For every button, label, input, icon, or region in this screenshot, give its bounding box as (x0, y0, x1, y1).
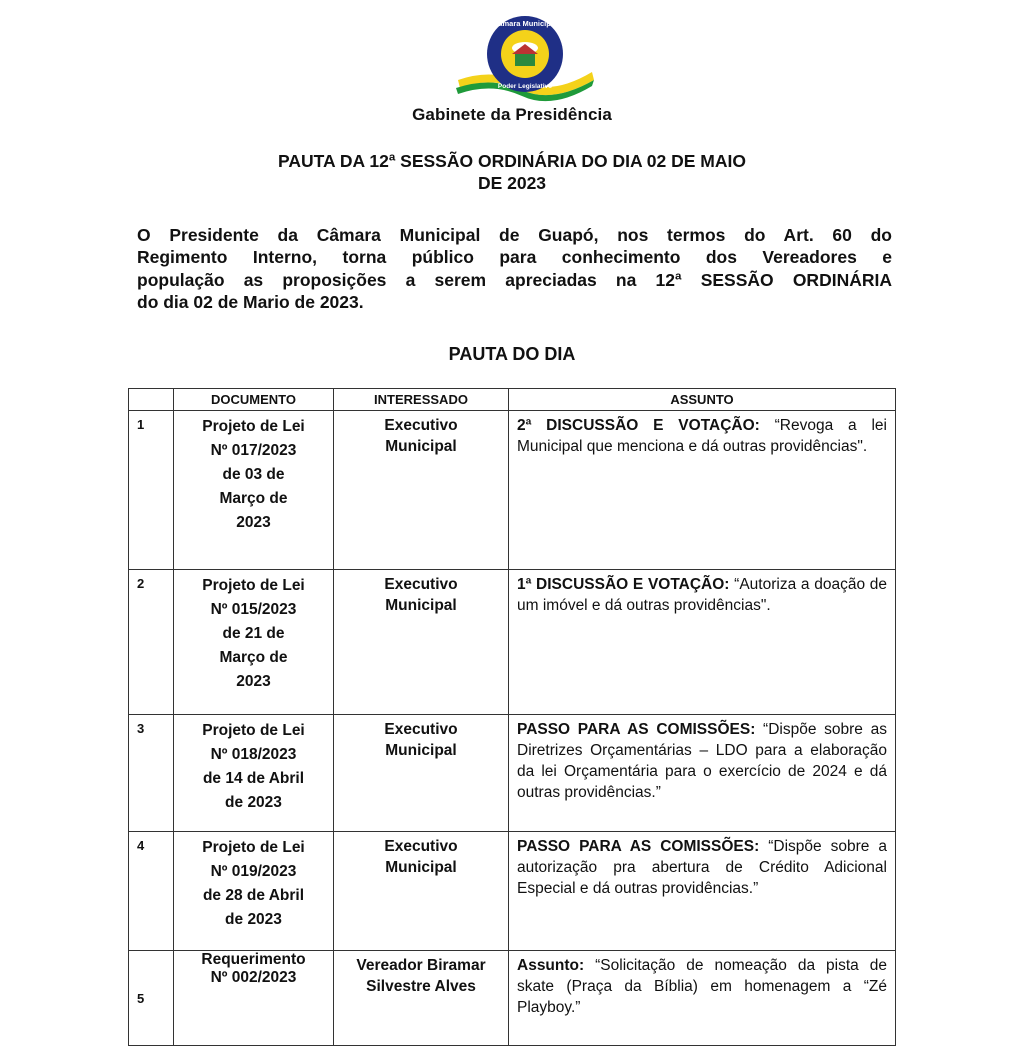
agenda-title-line2: DE 2023 (477, 173, 547, 193)
intro-line4: do dia 02 de Mario de 2023. (137, 291, 364, 312)
assunto-lead: Assunto: (517, 957, 585, 974)
agenda-title (180, 150, 844, 194)
agenda-table (128, 388, 896, 1046)
doc-line: de 03 de (222, 466, 285, 483)
assunto-lead: 2ª DISCUSSÃO E VOTAÇÃO: (517, 417, 760, 434)
assunto-lead: 1ª DISCUSSÃO E VOTAÇÃO: (517, 576, 730, 593)
header-documento: DOCUMENTO (174, 389, 334, 411)
row-number: 1 (129, 411, 174, 570)
intro-line3: população as proposições a serem apreciadas na 12ª SESSÃO ORDINÁRIA (137, 269, 892, 290)
int-line: Municipal (385, 742, 457, 759)
table-row (129, 411, 896, 570)
row-assunto (509, 951, 896, 1046)
doc-line: de 14 de Abril (202, 770, 305, 787)
row-number: 2 (129, 570, 174, 715)
assunto-text: “Autoriza a doação de um imóvel e dá outras providências". (517, 576, 888, 614)
logo-text-bottom: Poder Legislativo (497, 83, 553, 90)
int-line: Executivo (384, 721, 458, 738)
doc-line: Março de (219, 649, 288, 666)
row-documento (174, 951, 334, 1046)
table-row (129, 715, 896, 832)
int-line: Executivo (384, 838, 458, 855)
row-assunto (509, 832, 896, 951)
assunto-lead: PASSO PARA AS COMISSÕES: (517, 838, 760, 855)
row-interessado (334, 411, 509, 570)
section-title: PAUTA DO DIA (448, 344, 576, 364)
row-interessado (334, 832, 509, 951)
int-line: Municipal (385, 438, 457, 455)
intro-paragraph (137, 224, 892, 313)
header-assunto: ASSUNTO (509, 389, 896, 411)
camara-municipal-logo (452, 10, 598, 106)
doc-line: Nº 019/2023 (210, 863, 297, 880)
doc-line: de 2023 (225, 911, 282, 928)
doc-line: Nº 015/2023 (210, 601, 297, 618)
doc-line: Projeto de Lei (202, 577, 305, 594)
row-number: 4 (129, 832, 174, 951)
assunto-text: “Revoga a lei Municipal que menciona e dá outras providências". (517, 417, 888, 455)
row-interessado (334, 570, 509, 715)
row-documento (174, 411, 334, 570)
int-line: Executivo (384, 576, 458, 593)
assunto-text: “Solicitação de nomeação da pista de skate (Praça da Bíblia) em homenagem a “Zé Playboy.” (517, 957, 887, 1016)
doc-line: Projeto de Lei (202, 418, 305, 435)
office-title: Gabinete da Presidência (412, 105, 612, 124)
int-line: Municipal (385, 597, 457, 614)
table-header-row (129, 389, 896, 411)
intro-line1: O Presidente da Câmara Municipal de Guapó, nos termos do Art. 60 do (137, 225, 892, 245)
int-line: Municipal (385, 859, 457, 876)
doc-line: Março de (219, 490, 288, 507)
row-interessado (334, 951, 509, 1046)
table-row (129, 951, 896, 1046)
row-documento (174, 715, 334, 832)
doc-line: Requerimento (201, 951, 306, 968)
intro-line2: Regimento Interno, torna público para conhecimento dos Vereadores e (137, 247, 892, 268)
header-interessado: INTERESSADO (334, 389, 509, 411)
doc-line: de 28 de Abril (202, 887, 305, 904)
doc-line: 2023 (236, 514, 271, 531)
row-number: 3 (129, 715, 174, 832)
doc-line: de 2023 (225, 794, 282, 811)
int-line: Executivo (384, 417, 458, 434)
int-line: Silvestre Alves (366, 978, 476, 995)
row-assunto (509, 715, 896, 832)
header-num (129, 389, 174, 411)
agenda-title-line1: PAUTA DA 12ª SESSÃO ORDINÁRIA DO DIA 02 DE MAIO (277, 151, 746, 171)
doc-line: Nº 002/2023 (210, 969, 297, 986)
doc-line: 2023 (236, 673, 271, 690)
row-documento (174, 832, 334, 951)
assunto-lead: PASSO PARA AS COMISSÕES: (517, 721, 756, 738)
row-assunto (509, 570, 896, 715)
doc-line: Projeto de Lei (202, 839, 305, 856)
int-line: Vereador Biramar (356, 957, 486, 974)
table-row (129, 570, 896, 715)
row-assunto (509, 411, 896, 570)
logo-text-top: Câmara Municipal (492, 19, 558, 28)
doc-line: Nº 018/2023 (210, 746, 297, 763)
doc-line: Projeto de Lei (202, 722, 305, 739)
doc-line: de 21 de (222, 625, 285, 642)
row-interessado (334, 715, 509, 832)
row-number: 5 (129, 951, 174, 1046)
assunto-text: “Dispõe sobre a autorização pra abertura de Crédito Adicional Especial e dá outras providências.” (517, 838, 887, 897)
assunto-text: “Dispõe sobre as Diretrizes Orçamentárias – LDO para a elaboração da lei Orçamentária para o exercício de 2024 e dá outras providências.” (517, 721, 887, 801)
row-documento (174, 570, 334, 715)
table-row (129, 832, 896, 951)
doc-line: Nº 017/2023 (210, 442, 297, 459)
